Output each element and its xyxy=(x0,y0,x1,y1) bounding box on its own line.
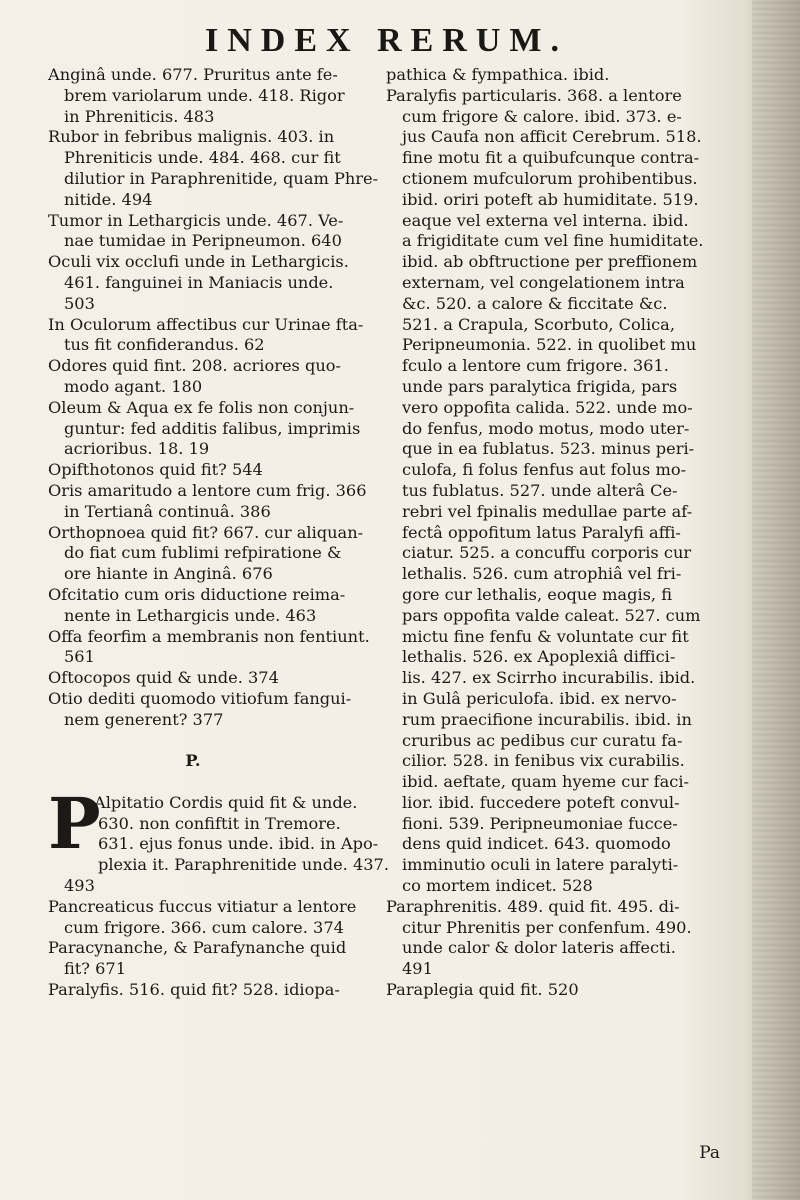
index-entry-line: fculo a lentore cum frigore. 361. xyxy=(402,356,669,376)
index-entry-line: Oleum & Aqua ex fe folis non conjun- xyxy=(48,397,355,417)
index-entry-line: nitide. 494 xyxy=(64,189,153,209)
index-entry-line: fioni. 539. Peripneumoniae fucce- xyxy=(402,813,678,833)
index-entry-line: nem generent? 377 xyxy=(64,709,224,729)
index-entry-line: vero oppofita calida. 522. unde mo- xyxy=(402,397,693,417)
index-entry-line: cilior. 528. in fenibus vix curabilis. xyxy=(402,751,685,771)
index-entry-line: lethalis. 526. ex Apoplexiâ diffici- xyxy=(402,647,676,667)
index-entry-line: fit? 671 xyxy=(64,959,127,979)
index-entry-line: Paralyfis particularis. 368. a lentore xyxy=(386,85,682,105)
index-entry-line: Paralyfis. 516. quid fit? 528. idiopa- xyxy=(48,980,340,1000)
index-entry-line: Paracynanche, & Parafynanche quid xyxy=(48,938,347,958)
index-entry-line: 491 xyxy=(402,959,433,979)
index-entry-line: brem variolarum unde. 418. Rigor xyxy=(64,85,345,105)
index-entry-line: Peripneumonia. 522. in quolibet mu xyxy=(402,335,697,355)
index-entry-line: nae tumidae in Peripneumon. 640 xyxy=(64,231,342,251)
index-entry-line: fectâ oppofitum latus Paralyfi affi- xyxy=(402,522,681,542)
index-entry-line: ore hiante in Anginâ. 676 xyxy=(64,564,273,584)
index-entry-line: 631. ejus fonus unde. ibid. in Apo- xyxy=(98,834,379,854)
index-entry-line: Opifthotonos quid fit? 544 xyxy=(48,460,263,480)
catchword: Pa xyxy=(699,1143,720,1163)
index-entry-line: Otio dediti quomodo vitiofum fangui- xyxy=(48,688,352,708)
index-entry-line: 521. a Crapula, Scorbuto, Colica, xyxy=(402,314,675,334)
index-entry-line: In Oculorum affectibus cur Urinae fta- xyxy=(48,314,364,334)
index-entry-line: Orthopnoea quid fit? 667. cur aliquan- xyxy=(48,522,364,542)
index-entry-line: Pancreaticus fuccus vitiatur a lentore xyxy=(48,896,357,916)
index-entry-line: rebri vel fpinalis medullae parte af- xyxy=(402,501,693,521)
page-header: INDEX RERUM. xyxy=(205,22,568,59)
index-entry-line: Oftocopos quid & unde. 374 xyxy=(48,668,279,688)
index-entry-line: co mortem indicet. 528 xyxy=(402,876,593,896)
index-entry-line: unde pars paralytica frigida, pars xyxy=(402,376,678,396)
index-entry-line: 461. fanguinei in Maniacis unde. xyxy=(64,272,334,292)
index-entry-line: ctionem mufculorum prohibentibus. xyxy=(402,168,698,188)
index-entry-line: lis. 427. ex Scirrho incurabilis. ibid. xyxy=(402,668,696,688)
index-entry-line: in Phreniticis. 483 xyxy=(64,106,215,126)
index-entry-line: que in ea fublatus. 523. minus peri- xyxy=(402,439,695,459)
index-entry-line: in Tertianâ continuâ. 386 xyxy=(64,501,271,521)
index-entry-line: 493 xyxy=(64,876,95,896)
index-entry-line: guntur: fed additis falibus, imprimis xyxy=(64,418,361,438)
index-entry-line: gore cur lethalis, eoque magis, fi xyxy=(402,584,673,604)
index-entry-line: Rubor in febribus malignis. 403. in xyxy=(48,127,335,147)
index-entry-line: tus fublatus. 527. unde alterâ Ce- xyxy=(402,480,678,500)
index-entry-line: lethalis. 526. cum atrophiâ vel fri- xyxy=(402,564,682,584)
index-entry-line: plexia it. Paraphrenitide unde. 437. xyxy=(98,855,390,875)
index-entry-line: Anginâ unde. 677. Pruritus ante fe- xyxy=(48,65,338,84)
index-entry-line: Alpitatio Cordis quid fit & unde. xyxy=(94,792,358,812)
index-entry-line: in Gulâ periculofa. ibid. ex nervo- xyxy=(402,688,677,708)
index-entry-line: cum frigore & calore. ibid. 373. e- xyxy=(402,106,682,126)
index-entry-line: dilutior in Paraphrenitide, quam Phre- xyxy=(64,168,379,188)
index-entry-line: 503 xyxy=(64,293,95,313)
index-entry-line: pars oppofita valde caleat. 527. cum xyxy=(402,605,701,625)
index-entry-line: citur Phrenitis per confenfum. 490. xyxy=(402,917,692,937)
index-entry-line: externam, vel congelationem intra xyxy=(402,272,685,292)
index-entry-line: fine motu fit a quibufcunque contra- xyxy=(402,148,700,168)
index-entry-line: ciatur. 525. a concuffu corporis cur xyxy=(402,543,692,563)
index-entry-line: ibid. oriri poteft ab humiditate. 519. xyxy=(402,189,699,209)
index-entry-line: eaque vel externa vel interna. ibid. xyxy=(402,210,689,230)
index-entry-line: do fenfus, modo motus, modo uter- xyxy=(402,418,690,438)
index-entry-line: acrioribus. 18. 19 xyxy=(64,439,210,459)
index-entry-line: 561 xyxy=(64,647,95,667)
section-p-entries xyxy=(48,781,390,1001)
index-entry-line: &c. 520. a calore & ficcitate &c. xyxy=(402,293,668,313)
index-entry-line: Offa feorfim a membranis non fentiunt. xyxy=(48,626,370,646)
index-entry-line: Odores quid fint. 208. acriores quo- xyxy=(48,356,341,376)
index-entry-line: cum frigore. 366. cum calore. 374 xyxy=(64,917,344,937)
index-entry-line: Ofcitatio cum oris diductione reima- xyxy=(48,584,346,604)
index-entry-line: a frigiditate cum vel fine humiditate. xyxy=(402,231,704,251)
index-entry-line: imminutio oculi in latere paralyti- xyxy=(402,855,679,875)
section-heading: P. xyxy=(185,751,201,771)
index-entry-line: Oris amaritudo a lentore cum frig. 366 xyxy=(48,480,367,500)
index-entry-line: unde calor & dolor lateris affecti. xyxy=(402,938,676,958)
left-column xyxy=(48,65,390,1001)
index-entry-line: Paraphrenitis. 489. quid fit. 495. di- xyxy=(386,896,680,916)
index-entry-line: Oculi vix occlufi unde in Lethargicis. xyxy=(48,252,349,272)
index-entry-line: lior. ibid. fuccedere poteft convul- xyxy=(402,792,680,812)
index-entry-line: pathica & fympathica. ibid. xyxy=(386,65,610,84)
right-column xyxy=(386,65,736,1001)
index-entry-line: Paraplegia quid fit. 520 xyxy=(386,980,579,1000)
drop-cap-letter: P xyxy=(48,781,101,865)
index-entry-line: ibid. ab obftructione per preffionem xyxy=(402,252,698,272)
index-entry-line: rum praecifione incurabilis. ibid. in xyxy=(402,709,692,729)
index-entry-line: nente in Lethargicis unde. 463 xyxy=(64,605,317,625)
index-entry-line: do fiat cum fublimi refpiratione & xyxy=(64,543,342,563)
index-entry-line: Tumor in Lethargicis unde. 467. Ve- xyxy=(48,210,344,230)
index-entry-line: jus Caufa non afficit Cerebrum. 518. xyxy=(402,127,702,147)
index-entry-line: tus fit confiderandus. 62 xyxy=(64,335,265,355)
index-entry-line: dens quid indicet. 643. quomodo xyxy=(402,834,671,854)
index-entry-line: ibid. aeftate, quam hyeme cur faci- xyxy=(402,772,690,792)
index-entry-line: culofa, fi folus fenfus aut folus mo- xyxy=(402,460,687,480)
page-edge-shadow xyxy=(752,0,800,1200)
index-entry-line: mictu fine fenfu & voluntate cur fit xyxy=(402,626,689,646)
index-entry-line: 630. non confiftit in Tremore. xyxy=(98,813,341,833)
index-entry-line: Phreniticis unde. 484. 468. cur fit xyxy=(64,148,341,168)
index-entry-line: modo agant. 180 xyxy=(64,376,203,396)
index-entry-line: cruribus ac pedibus cur curatu fa- xyxy=(402,730,683,750)
